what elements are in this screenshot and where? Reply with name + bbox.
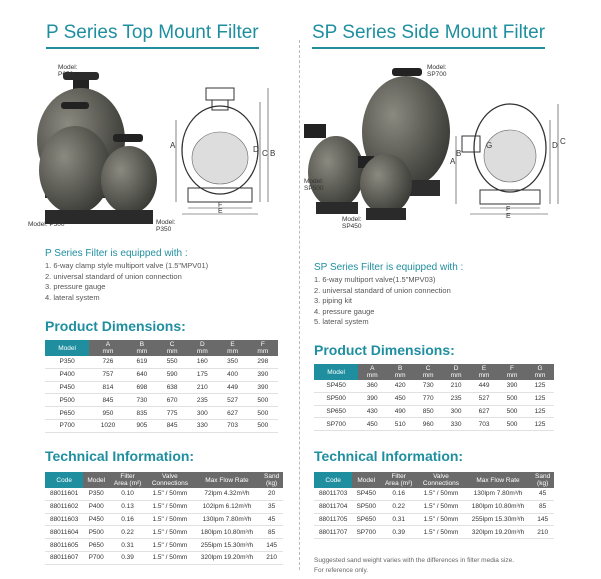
table-cell: 45 (260, 513, 283, 526)
label-p350: Model: P350 (156, 219, 176, 233)
table-cell: 0.39 (109, 551, 146, 564)
table-cell: 905 (127, 419, 157, 432)
table-cell: 1.5" / 50mm (417, 526, 464, 539)
table-cell: SP650 (352, 513, 380, 526)
table-cell: 950 (89, 407, 127, 420)
table-cell: 88011704 (314, 500, 352, 513)
table-cell: 130lpm 7.80m³/h (194, 513, 261, 526)
table-cell: 125 (526, 418, 554, 431)
dim-label-f: F (218, 202, 223, 209)
sp-series-filters-image (302, 62, 472, 232)
table-cell: 590 (157, 368, 187, 381)
table-cell: 360 (358, 380, 386, 392)
table-cell: 130lpm 7.80m³/h (465, 488, 532, 500)
col-header: Valve Connections (417, 472, 464, 488)
p-dimensions-title: Product Dimensions: (45, 318, 186, 334)
p-dimensions-body (45, 356, 278, 432)
sp-equipped-list (314, 275, 451, 328)
table-cell: 0.22 (109, 526, 146, 539)
table-cell: 1.5" / 50mm (146, 551, 193, 564)
table-row (314, 392, 554, 405)
dim-label-c: C (560, 137, 566, 146)
table-row (45, 356, 278, 368)
table-row (314, 405, 554, 418)
table-cell: 145 (531, 513, 554, 526)
sp-equipped-item: 1. 6-way multiport valve(1.5"MPV03) (314, 275, 436, 284)
table-cell: 420 (386, 380, 414, 392)
table-cell: P500 (45, 394, 89, 407)
table-cell: 320lpm 19.20m³/h (465, 526, 532, 539)
table-cell: P400 (45, 368, 89, 381)
table-cell: 45 (531, 488, 554, 500)
table-row (314, 500, 554, 513)
table-cell: 300 (442, 405, 470, 418)
table-cell: 330 (187, 419, 217, 432)
col-header: Max Flow Rate (465, 472, 532, 488)
table-cell: 210 (187, 381, 217, 394)
dim-label-c: C (262, 149, 268, 158)
column-divider (299, 40, 300, 570)
table-cell: 180lpm 10.80m³/h (465, 500, 532, 513)
table-cell: 88011605 (45, 539, 83, 552)
table-cell: 1.5" / 50mm (417, 488, 464, 500)
table-cell: P650 (45, 407, 89, 420)
table-cell: 1.5" / 50mm (146, 488, 193, 500)
table-row (45, 500, 283, 513)
sp-equipped-title: SP Series Filter is equipped with : (314, 262, 464, 273)
p-series-title: P Series Top Mount Filter (46, 22, 259, 44)
table-cell: 88011603 (45, 513, 83, 526)
col-header: D mm (187, 340, 217, 356)
note-line: Suggested sand weight varies with the differences in filter media size. (314, 557, 515, 564)
table-cell: 835 (127, 407, 157, 420)
label-p650: Model: P650 (58, 64, 78, 78)
table-cell: 960 (414, 418, 442, 431)
table-cell: 640 (127, 368, 157, 381)
table-row (314, 418, 554, 431)
p-equipped-item: 3. pressure gauge (45, 282, 106, 291)
table-cell: SP650 (314, 405, 358, 418)
table-cell: 175 (187, 368, 217, 381)
p-series-dimension-diagram (168, 80, 278, 220)
table-cell: P500 (83, 526, 109, 539)
col-header: Model (352, 472, 380, 488)
table-cell: 500 (248, 394, 278, 407)
sand-weight-note (314, 556, 514, 576)
table-cell: P400 (83, 500, 109, 513)
table-cell: 0.16 (380, 488, 417, 500)
table-cell: 88011604 (45, 526, 83, 539)
table-cell: 0.13 (109, 500, 146, 513)
col-header: A mm (358, 364, 386, 380)
table-row (314, 380, 554, 392)
table-cell: 619 (127, 356, 157, 368)
sp-equipped-item: 3. piping kit (314, 296, 352, 305)
table-cell: 1.5" / 50mm (146, 500, 193, 513)
table-cell: 88011602 (45, 500, 83, 513)
dim-label-e: E (218, 208, 223, 215)
table-cell: P700 (83, 551, 109, 564)
table-cell: 0.22 (380, 500, 417, 513)
table-cell: 770 (414, 392, 442, 405)
table-cell: P450 (45, 381, 89, 394)
table-row (45, 488, 283, 500)
table-header-row (314, 472, 554, 488)
table-cell: P650 (83, 539, 109, 552)
table-cell: 180lpm 10.80m³/h (194, 526, 261, 539)
table-cell: 500 (498, 392, 526, 405)
col-header: G mm (526, 364, 554, 380)
note-line: For reference only. (314, 567, 369, 574)
table-cell: 160 (187, 356, 217, 368)
table-cell: 88011703 (314, 488, 352, 500)
label-sp450: Model: SP450 (342, 216, 362, 230)
table-cell: 102lpm 6.12m³/h (194, 500, 261, 513)
table-cell: 845 (157, 419, 187, 432)
table-cell: 210 (531, 526, 554, 539)
sp-equipped-item: 5. lateral system (314, 317, 369, 326)
table-cell: 527 (470, 392, 498, 405)
col-header: Model (45, 340, 89, 356)
table-cell: 703 (217, 419, 247, 432)
p-equipped-list (45, 261, 208, 303)
dim-label-b: B (456, 149, 462, 158)
table-cell: 775 (157, 407, 187, 420)
table-cell: 670 (157, 394, 187, 407)
col-header: A mm (89, 340, 127, 356)
label-p500: Model: P500 (28, 221, 65, 228)
col-header: Code (45, 472, 83, 488)
table-cell: SP500 (314, 392, 358, 405)
table-cell: 450 (386, 392, 414, 405)
table-cell: 627 (470, 405, 498, 418)
table-cell: 527 (217, 394, 247, 407)
table-cell: 350 (217, 356, 247, 368)
sp-equipped-item: 4. pressure gauge (314, 306, 375, 316)
table-cell: 757 (89, 368, 127, 381)
table-header-row (45, 340, 278, 356)
dim-label-b: B (270, 149, 276, 158)
table-cell: 550 (157, 356, 187, 368)
table-cell: 730 (414, 380, 442, 392)
table-header-row (45, 472, 283, 488)
table-cell: 510 (386, 418, 414, 431)
col-header: B mm (127, 340, 157, 356)
table-cell: 449 (217, 381, 247, 394)
col-header: Model (83, 472, 109, 488)
table-cell: P700 (45, 419, 89, 432)
table-row (45, 394, 278, 407)
p-tech-table (45, 472, 283, 565)
sp-dimensions-title: Product Dimensions: (314, 342, 455, 358)
p-tech-title: Technical Information: (45, 448, 195, 464)
table-cell: 35 (260, 500, 283, 513)
table-cell: 145 (260, 539, 283, 552)
table-cell: 390 (358, 392, 386, 405)
p-series-filters-image (25, 62, 170, 232)
sp-dimensions-body (314, 380, 554, 431)
sp-tech-title: Technical Information: (314, 448, 464, 464)
sp-tech-table (314, 472, 554, 539)
dim-label-e: E (506, 213, 511, 220)
dim-label-a: A (450, 157, 456, 166)
table-cell: 390 (498, 380, 526, 392)
sp-dimensions-table (314, 364, 554, 431)
table-cell: 85 (260, 526, 283, 539)
table-cell: 125 (526, 380, 554, 392)
col-header: E mm (217, 340, 247, 356)
table-cell: 400 (217, 368, 247, 381)
col-header: B mm (386, 364, 414, 380)
table-cell: 235 (187, 394, 217, 407)
table-cell: 125 (526, 392, 554, 405)
label-sp500: Model: SP500 (304, 178, 324, 192)
table-row (45, 539, 283, 552)
dim-label-a: A (170, 141, 176, 150)
p-equipped-title: P Series Filter is equipped with : (45, 248, 188, 259)
sp-series-dimension-diagram (450, 90, 570, 220)
table-cell: 210 (442, 380, 470, 392)
table-cell: SP450 (314, 380, 358, 392)
table-cell: 298 (248, 356, 278, 368)
col-header: C mm (157, 340, 187, 356)
table-cell: 500 (248, 419, 278, 432)
p-tech-body (45, 488, 283, 564)
table-cell: 85 (531, 500, 554, 513)
table-row (45, 551, 283, 564)
col-header: Filter Area (m²) (380, 472, 417, 488)
table-cell: 500 (498, 405, 526, 418)
col-header: F mm (498, 364, 526, 380)
table-cell: 850 (414, 405, 442, 418)
table-row (314, 488, 554, 500)
col-header: D mm (442, 364, 470, 380)
table-cell: 1.5" / 50mm (146, 526, 193, 539)
table-cell: 500 (248, 407, 278, 420)
table-cell: 430 (358, 405, 386, 418)
label-sp700: Model: SP700 (427, 64, 447, 78)
table-cell: 0.31 (109, 539, 146, 552)
dim-label-d: D (552, 141, 558, 150)
p-dimensions-table (45, 340, 278, 433)
dim-label-d: D (253, 145, 259, 154)
table-cell: 449 (470, 380, 498, 392)
col-header: C mm (414, 364, 442, 380)
col-header: Valve Connections (146, 472, 193, 488)
col-header: E mm (470, 364, 498, 380)
table-row (45, 526, 283, 539)
table-cell: 255lpm 15.30m³/h (194, 539, 261, 552)
col-header: Model (314, 364, 358, 380)
table-cell: 390 (248, 381, 278, 394)
table-cell: SP500 (352, 500, 380, 513)
col-header: Code (314, 472, 352, 488)
table-row (45, 368, 278, 381)
table-cell: 1.5" / 50mm (417, 513, 464, 526)
table-row (45, 419, 278, 432)
table-cell: 320lpm 19.20m³/h (194, 551, 261, 564)
table-cell: 255lpm 15.30m³/h (465, 513, 532, 526)
table-cell: 235 (442, 392, 470, 405)
col-header: Sand (kg) (260, 472, 283, 488)
sp-tech-body (314, 488, 554, 539)
table-cell: 300 (187, 407, 217, 420)
dim-label-g: G (486, 141, 493, 150)
table-cell: 20 (260, 488, 283, 500)
p-equipped-item: 1. 6-way clamp style multiport valve (1.5"MPV01) (45, 261, 209, 270)
table-cell: 726 (89, 356, 127, 368)
table-cell: 330 (442, 418, 470, 431)
sp-series-title: SP Series Side Mount Filter (312, 22, 545, 44)
table-cell: 1.5" / 50mm (146, 539, 193, 552)
table-cell: 0.16 (109, 513, 146, 526)
table-cell: 1020 (89, 419, 127, 432)
table-row (45, 407, 278, 420)
table-cell: 450 (358, 418, 386, 431)
p-equipped-item: 2. universal standard of union connection (45, 271, 182, 281)
sp-equipped-item: 2. universal standard of union connection (314, 285, 451, 295)
table-cell: 638 (157, 381, 187, 394)
table-row (45, 381, 278, 394)
table-cell: SP700 (352, 526, 380, 539)
table-cell: 88011707 (314, 526, 352, 539)
table-cell: 1.5" / 50mm (146, 513, 193, 526)
table-cell: P450 (83, 513, 109, 526)
table-cell: 0.10 (109, 488, 146, 500)
table-cell: 88011607 (45, 551, 83, 564)
p-equipped-item: 4. lateral system (45, 292, 100, 302)
table-cell: 88011705 (314, 513, 352, 526)
table-cell: SP700 (314, 418, 358, 431)
table-cell: 125 (526, 405, 554, 418)
table-header-row (314, 364, 554, 380)
col-header: Max Flow Rate (194, 472, 261, 488)
table-cell: 0.31 (380, 513, 417, 526)
dim-label-f: F (506, 206, 511, 213)
table-cell: 703 (470, 418, 498, 431)
table-cell: SP450 (352, 488, 380, 500)
table-cell: 730 (127, 394, 157, 407)
table-cell: P350 (83, 488, 109, 500)
table-cell: 500 (498, 418, 526, 431)
table-cell: 627 (217, 407, 247, 420)
table-cell: 210 (260, 551, 283, 564)
table-row (314, 513, 554, 526)
table-cell: 72lpm 4.32m³/h (194, 488, 261, 500)
table-cell: 88011601 (45, 488, 83, 500)
table-cell: 490 (386, 405, 414, 418)
col-header: Filter Area (m²) (109, 472, 146, 488)
col-header: Sand (kg) (531, 472, 554, 488)
table-cell: 814 (89, 381, 127, 394)
table-row (45, 513, 283, 526)
table-cell: 1.5" / 50mm (417, 500, 464, 513)
table-cell: 0.39 (380, 526, 417, 539)
table-row (314, 526, 554, 539)
table-cell: 845 (89, 394, 127, 407)
col-header: F mm (248, 340, 278, 356)
table-cell: 698 (127, 381, 157, 394)
table-cell: 390 (248, 368, 278, 381)
table-cell: P350 (45, 356, 89, 368)
